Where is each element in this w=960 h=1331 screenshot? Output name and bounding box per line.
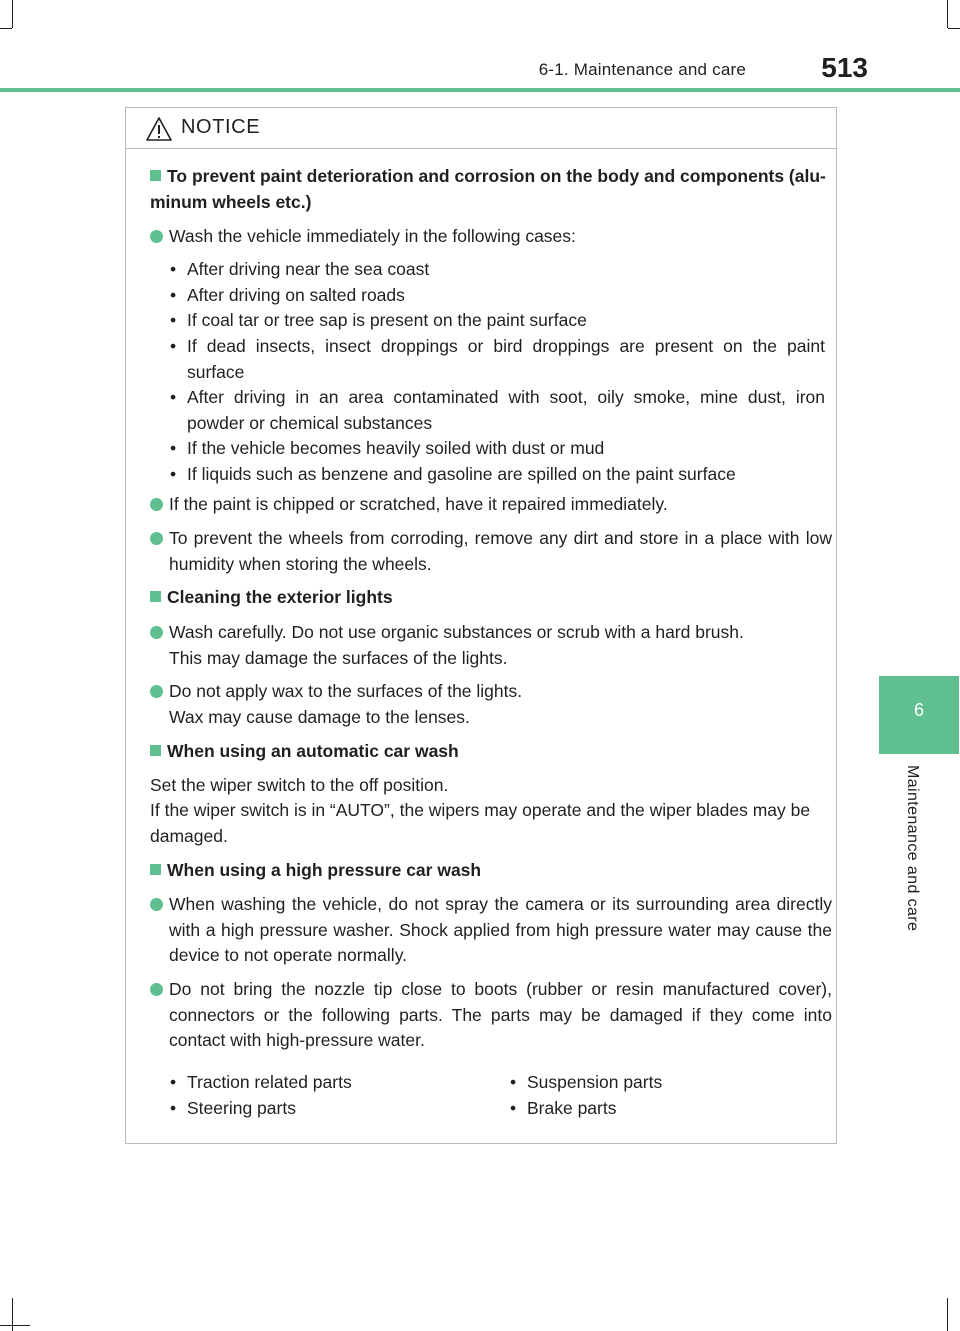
section-heading bbox=[150, 164, 830, 215]
chapter-label-text: Maintenance and care bbox=[904, 765, 921, 932]
bullet-line: This may damage the surfaces of the lights. bbox=[169, 647, 508, 668]
list-item-text: Traction related parts bbox=[187, 1072, 352, 1092]
list-item-text: If the vehicle becomes heavily soiled with dust or mud bbox=[187, 438, 605, 458]
list-item-text: If dead insects, insect droppings or bird droppings are present on the paint surface bbox=[187, 336, 825, 382]
section-heading bbox=[150, 858, 830, 884]
bullet-text: Wash the vehicle immediately in the following cases: bbox=[169, 226, 576, 246]
bullet-text: When washing the vehicle, do not spray the camera or its surrounding area directly with a high pressure washer. Shock applied from high pressure water may cause the device to not operate normally. bbox=[169, 894, 832, 966]
bullet-line: Do not apply wax to the surfaces of the lights. bbox=[169, 681, 523, 701]
heading-text: minum wheels etc.) bbox=[150, 191, 312, 212]
bullet-text: Do not bring the nozzle tip close to boots (rubber or resin manufactured cover), connectors or the following parts. The parts may be damaged if they come into contact with high-pressure water. bbox=[169, 979, 832, 1051]
circle-bullet-icon bbox=[150, 685, 163, 698]
bullet-text: To prevent the wheels from corroding, remove any dirt and store in a place with low humidity when storing the wheels. bbox=[169, 528, 832, 574]
list-item-text: After driving on salted roads bbox=[187, 285, 405, 305]
bullet-line: Wash carefully. Do not use organic substances or scrub with a hard brush. bbox=[169, 622, 744, 642]
list-item-text: Steering parts bbox=[187, 1098, 296, 1118]
circle-bullet-icon bbox=[150, 230, 163, 243]
list-item-text: Brake parts bbox=[527, 1098, 617, 1118]
section-title: 6-1. Maintenance and care bbox=[538, 60, 746, 79]
header-rule bbox=[0, 88, 960, 92]
list-item-text: If liquids such as benzene and gasoline are spilled on the paint surface bbox=[187, 464, 736, 484]
circle-bullet-icon bbox=[150, 983, 163, 996]
list-item-text: After driving in an area contaminated with soot, oily smoke, mine dust, iron powder or chemical substances bbox=[187, 387, 825, 433]
circle-bullet-icon bbox=[150, 532, 163, 545]
circle-bullet-icon bbox=[150, 898, 163, 911]
chapter-label bbox=[899, 765, 929, 955]
square-bullet-icon bbox=[150, 745, 161, 756]
bullet-text bbox=[169, 679, 832, 730]
circle-bullet-icon bbox=[150, 626, 163, 639]
warning-triangle-icon bbox=[145, 116, 173, 142]
notice-header bbox=[126, 108, 836, 149]
circle-bullet-icon bbox=[150, 498, 163, 511]
square-bullet-icon bbox=[150, 170, 161, 181]
crop-mark bbox=[948, 28, 960, 29]
heading-text: When using a high pressure car wash bbox=[167, 860, 482, 880]
crop-mark bbox=[0, 1325, 30, 1326]
crop-mark bbox=[947, 0, 948, 28]
heading-text: When using an automatic car wash bbox=[167, 741, 459, 761]
bullet-text: If the paint is chipped or scratched, have it repaired immediately. bbox=[169, 494, 668, 514]
heading-text: Cleaning the exterior lights bbox=[167, 587, 393, 607]
chapter-tab: 6 bbox=[879, 676, 959, 754]
square-bullet-icon bbox=[150, 591, 161, 602]
bullet-text bbox=[169, 620, 832, 671]
section-heading bbox=[150, 739, 830, 765]
list-item-text: After driving near the sea coast bbox=[187, 259, 430, 279]
list-item-text: Suspension parts bbox=[527, 1072, 663, 1092]
list-item-text: If coal tar or tree sap is present on the paint surface bbox=[187, 310, 587, 330]
square-bullet-icon bbox=[150, 864, 161, 875]
paragraph: If the wiper switch is in “AUTO”, the wipers may operate and the wiper blades may be damaged. bbox=[150, 800, 811, 846]
bullet-line: Wax may cause damage to the lenses. bbox=[169, 706, 470, 727]
notice-box: NOTICE To prevent paint deterioration and corrosion on the body and components (alu- minum wheels etc.) Wash the vehicle immediately in the following cases: • After driving near the sea coast • After driving on salted roads • If coal tar or tree sap is present on the paint surface • If dead insects, insect droppings or bird droppings are present on the paint surface • After driving in an area contaminated with soot, oily smoke, mine dust, iron powder or chemical substances • If the vehicle becomes heavily soiled with dust or mud • If liquids such as benzene and gasoline are spilled on the paint surface If the paint is chipped or scratched, have it repaired immediately. To prevent the wheels from corroding, remove any dirt and store in a place with low humidity when storing the wheels. Cleaning the exterior lights Wash carefully. Do not use organic substances or scrub with a hard brush. This may damage the surfaces of the lights. Do not apply wax to the surfaces of the lights. Wax may cause damage to the lenses. When using an automatic car wash Set the wiper switch to the off position. If the wiper switch is in “AUTO”, the wipers may operate and the wiper blades may be damaged. When using a high pressure car wash When washing the vehicle, do not spray the camera or its surrounding area directly with a high pressure washer. Shock applied from high pressure water may cause the device to not operate normally. Do not bring the nozzle tip close to boots (rubber or resin manufactured cover), connectors or the following parts. The parts may be damaged if they come into contact with high-pressure water. • Traction related parts • Steering parts • Suspension parts • Brake parts bbox=[125, 107, 837, 1144]
heading-text: To prevent paint deterioration and corrosion on the body and components (alu- bbox=[167, 166, 826, 186]
crop-mark bbox=[947, 1298, 948, 1331]
notice-title: NOTICE bbox=[181, 116, 261, 138]
crop-mark bbox=[0, 28, 12, 29]
paragraph: Set the wiper switch to the off position. bbox=[150, 775, 449, 795]
page-number: 513 bbox=[821, 52, 868, 83]
crop-mark bbox=[12, 1298, 13, 1331]
section-heading bbox=[150, 585, 830, 611]
crop-mark bbox=[12, 0, 13, 28]
